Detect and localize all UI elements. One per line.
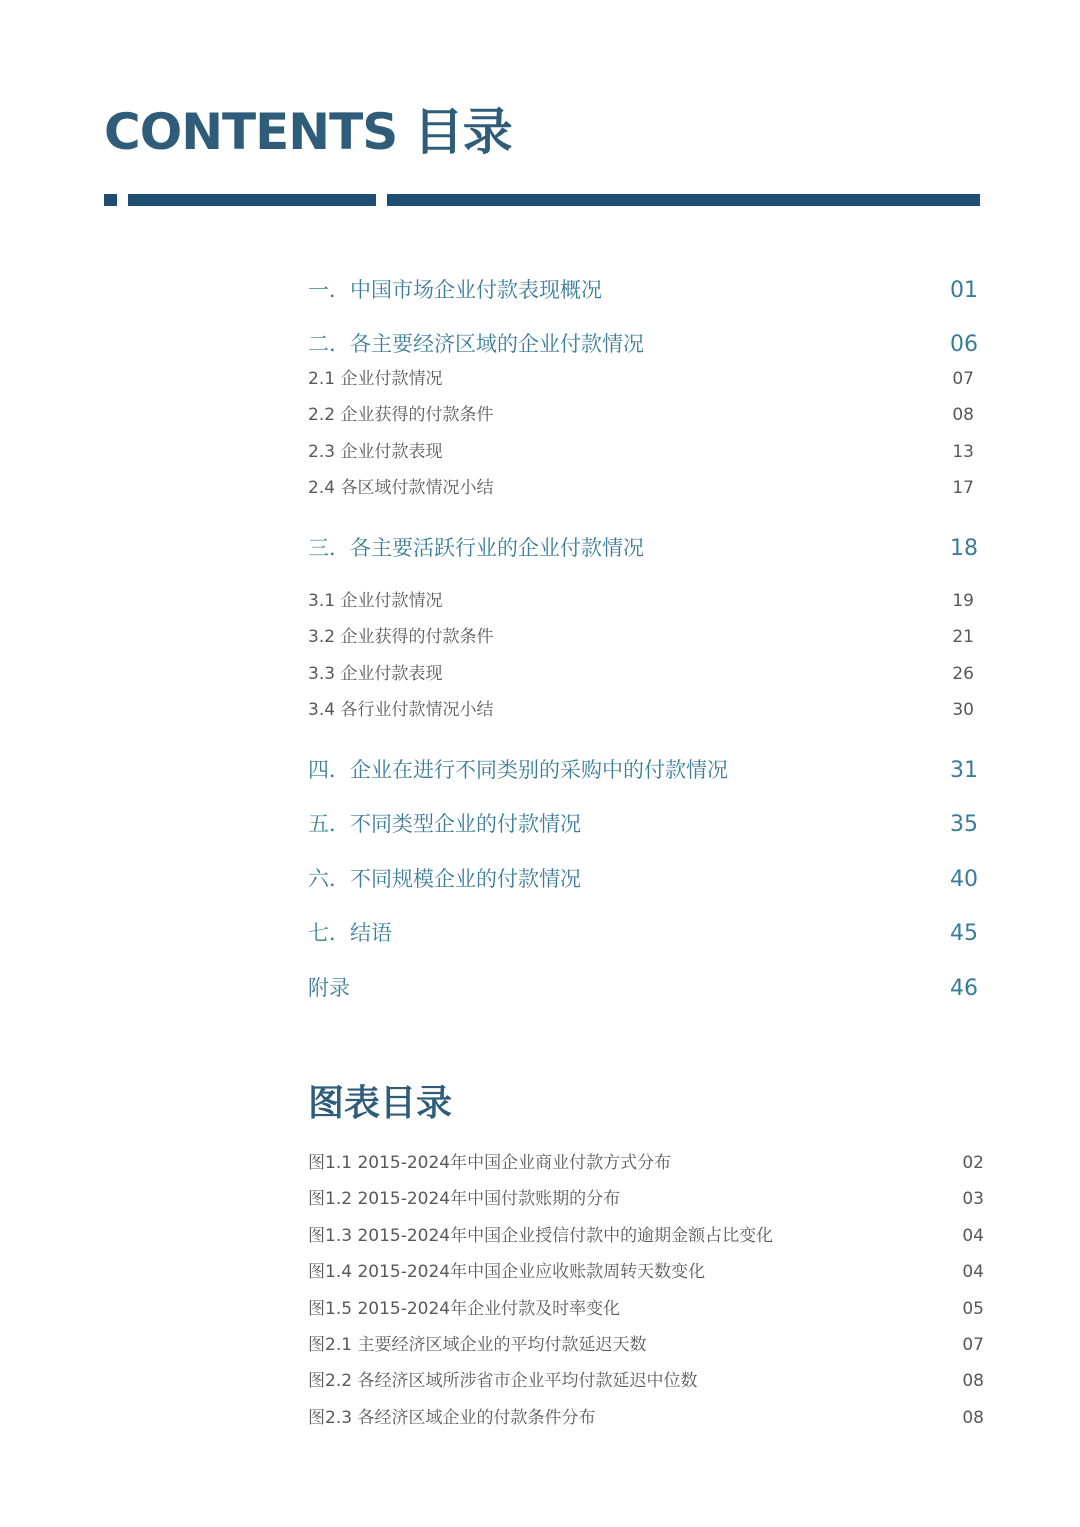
toc-section-page: 13	[952, 442, 974, 462]
toc-chapter-label: 三．各主要活跃行业的企业付款情况	[308, 536, 644, 560]
toc-chapter-2[interactable]	[308, 328, 978, 358]
toc-chapter-4[interactable]	[308, 754, 978, 784]
toc-section-label: 3.1 企业付款情况	[308, 591, 443, 611]
page-title: CONTENTS 目录	[104, 103, 512, 161]
toc-section-2-1[interactable]	[308, 364, 978, 389]
toc-chapter-7[interactable]	[308, 917, 978, 947]
toc-section-label: 3.4 各行业付款情况小结	[308, 700, 494, 720]
toc-chapter-page: 06	[950, 332, 978, 357]
toc-chapter-label: 一．中国市场企业付款表现概况	[308, 278, 602, 302]
figure-page: 02	[962, 1153, 984, 1173]
toc-section-page: 08	[952, 405, 974, 425]
figure-label: 图2.1 主要经济区域企业的平均付款延迟天数	[308, 1335, 647, 1355]
figure-page: 04	[962, 1262, 984, 1282]
toc-section-page: 26	[952, 664, 974, 684]
figure-page: 04	[962, 1226, 984, 1246]
toc-chapter-page: 46	[950, 976, 978, 1001]
figure-item[interactable]	[308, 1257, 984, 1282]
figure-label: 图1.4 2015-2024年中国企业应收账款周转天数变化	[308, 1262, 706, 1282]
figure-label: 图1.3 2015-2024年中国企业授信付款中的逾期金额占比变化	[308, 1226, 774, 1246]
figure-item[interactable]	[308, 1366, 984, 1391]
toc-section-3-4[interactable]	[308, 695, 978, 720]
toc-section-label: 2.4 各区域付款情况小结	[308, 478, 494, 498]
toc-chapter-page: 01	[950, 278, 978, 303]
figure-page: 07	[962, 1335, 984, 1355]
toc-section-page: 21	[952, 627, 974, 647]
toc-appendix[interactable]	[308, 972, 978, 1002]
figure-label: 图1.2 2015-2024年中国付款账期的分布	[308, 1189, 621, 1209]
toc-chapter-label: 六．不同规模企业的付款情况	[308, 867, 581, 891]
toc-chapter-page: 45	[950, 921, 978, 946]
toc-section-3-2[interactable]	[308, 622, 978, 647]
figure-item[interactable]	[308, 1403, 984, 1428]
toc-section-page: 07	[952, 369, 974, 389]
toc-chapter-label: 二．各主要经济区域的企业付款情况	[308, 332, 644, 356]
toc-section-2-2[interactable]	[308, 400, 978, 425]
figure-page: 03	[962, 1189, 984, 1209]
figure-item[interactable]	[308, 1184, 984, 1209]
toc-section-label: 2.1 企业付款情况	[308, 369, 443, 389]
toc-section-3-1[interactable]	[308, 586, 978, 611]
toc-chapter-1[interactable]	[308, 274, 978, 304]
toc-section-page: 19	[952, 591, 974, 611]
toc-section-label: 3.2 企业获得的付款条件	[308, 627, 494, 647]
toc-chapter-label: 四．企业在进行不同类别的采购中的付款情况	[308, 758, 728, 782]
title-rule-mid	[128, 194, 376, 206]
figure-page: 05	[962, 1299, 984, 1319]
figure-label: 图2.2 各经济区域所涉省市企业平均付款延迟中位数	[308, 1371, 698, 1391]
figure-item[interactable]	[308, 1330, 984, 1355]
figure-item[interactable]	[308, 1221, 984, 1246]
toc-chapter-page: 35	[950, 812, 978, 837]
toc-chapter-label: 五．不同类型企业的付款情况	[308, 812, 581, 836]
figure-label: 图1.5 2015-2024年企业付款及时率变化	[308, 1299, 621, 1319]
figure-page: 08	[962, 1408, 984, 1428]
toc-chapter-5[interactable]	[308, 808, 978, 838]
toc-section-2-4[interactable]	[308, 473, 978, 498]
toc-chapter-3[interactable]	[308, 532, 978, 562]
toc-section-label: 2.3 企业付款表现	[308, 442, 443, 462]
figure-item[interactable]	[308, 1148, 984, 1173]
title-rule-short	[104, 194, 117, 206]
toc-chapter-label: 附录	[308, 976, 350, 1000]
figure-label: 图1.1 2015-2024年中国企业商业付款方式分布	[308, 1153, 672, 1173]
figure-label: 图2.3 各经济区域企业的付款条件分布	[308, 1408, 596, 1428]
figure-page: 08	[962, 1371, 984, 1391]
title-rule-long	[387, 194, 980, 206]
toc-chapter-6[interactable]	[308, 863, 978, 893]
figures-title: 图表目录	[308, 1083, 453, 1124]
toc-section-3-3[interactable]	[308, 659, 978, 684]
toc-chapter-label: 七．结语	[308, 921, 392, 945]
toc-section-label: 2.2 企业获得的付款条件	[308, 405, 494, 425]
toc-section-page: 17	[952, 478, 974, 498]
toc-chapter-page: 31	[950, 758, 978, 783]
toc-chapter-page: 40	[950, 867, 978, 892]
toc-section-label: 3.3 企业付款表现	[308, 664, 443, 684]
toc-section-page: 30	[952, 700, 974, 720]
toc-section-2-3[interactable]	[308, 437, 978, 462]
toc-chapter-page: 18	[950, 536, 978, 561]
figure-item[interactable]	[308, 1294, 984, 1319]
